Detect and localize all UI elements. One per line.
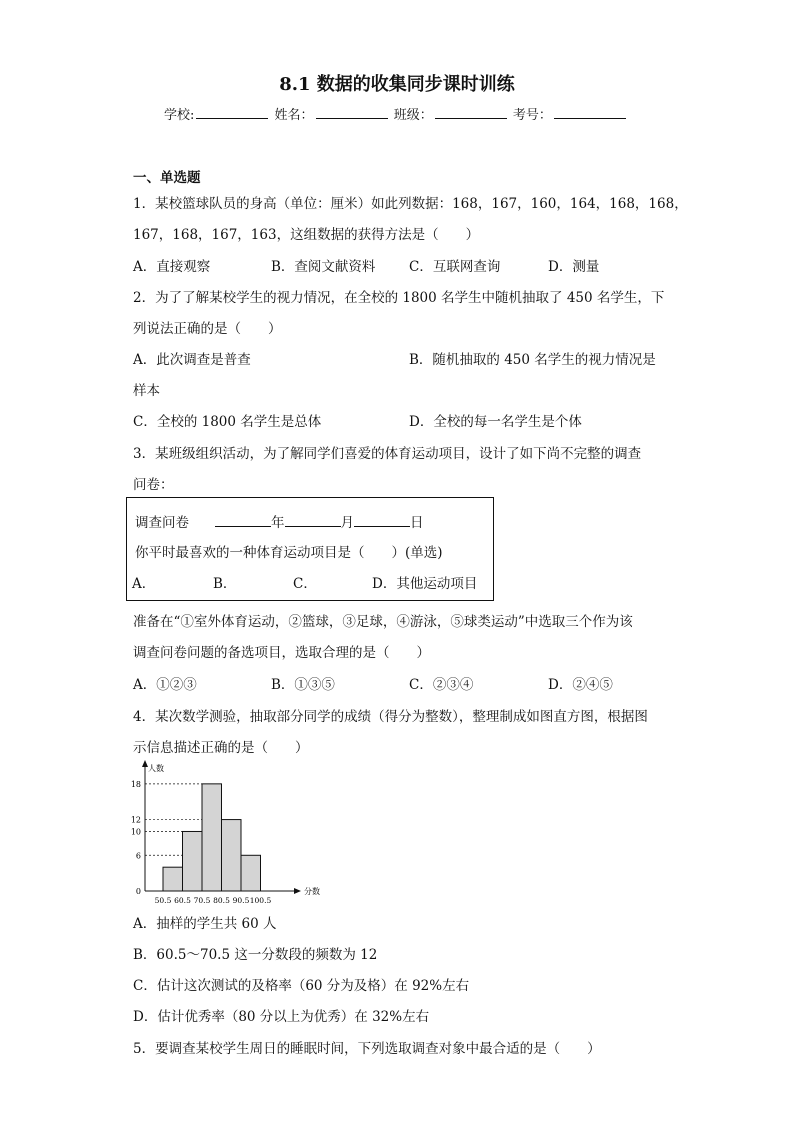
year-label: 年 bbox=[271, 515, 285, 531]
x-tick-label: 50.5 bbox=[154, 896, 172, 905]
q3-option-c: C．②③④ bbox=[409, 677, 474, 693]
survey-box bbox=[126, 497, 494, 601]
exam-label: 考号： bbox=[512, 108, 552, 123]
q4-option-b: B．60.5～70.5 这一分数段的频数为 12 bbox=[133, 947, 378, 963]
q3-stem-line1: 3．某班级组织活动，为了解同学们喜爱的体育运动项目，设计了如下尚不完整的调查 bbox=[133, 446, 642, 462]
q2-option-b-cont: 样本 bbox=[133, 383, 160, 399]
x-tick-label: 90.5 bbox=[232, 896, 250, 905]
month-label: 月 bbox=[340, 515, 354, 531]
q4-option-a: A．抽样的学生共 60 人 bbox=[133, 916, 277, 932]
school-label: 学校: bbox=[164, 108, 195, 123]
x-tick-label: 60.5 bbox=[174, 896, 191, 905]
y-tick-label: 10 bbox=[130, 827, 141, 837]
q4-option-d: D．估计优秀率（80 分以上为优秀）在 32%左右 bbox=[133, 1009, 430, 1025]
histogram-bar bbox=[222, 820, 242, 891]
month-blank[interactable] bbox=[285, 514, 341, 527]
class-blank[interactable] bbox=[435, 106, 507, 119]
survey-option-b: B． bbox=[213, 576, 237, 592]
q3-option-b: B．①③⑤ bbox=[271, 677, 335, 693]
survey-question: 你平时最喜欢的一种体育运动项目是（ ）(单选) bbox=[135, 545, 443, 561]
day-blank[interactable] bbox=[354, 514, 410, 527]
y-tick-label: 6 bbox=[135, 851, 141, 861]
x-tick-label: 80.5 bbox=[213, 896, 230, 905]
q3-stem-line2: 问卷： bbox=[133, 477, 174, 493]
section-title: 一、单选题 bbox=[133, 170, 201, 186]
q4-option-c: C．估计这次测试的及格率（60 分为及格）在 92%左右 bbox=[133, 978, 470, 994]
q1-stem-line1: 1．某校篮球队员的身高（单位：厘米）如此列数据：168，167，160，164，168，168， bbox=[133, 196, 688, 212]
histogram-bar bbox=[202, 784, 222, 891]
q2-option-d: D．全校的每一名学生是个体 bbox=[409, 414, 582, 430]
q3-stem-line4: 调查问卷问题的备选项目，选取合理的是（ ） bbox=[133, 645, 430, 661]
histogram-chart bbox=[126, 760, 336, 906]
q4-stem-line1: 4．某次数学测验，抽取部分同学的成绩（得分为整数），整理制成如图直方图，根据图 bbox=[133, 709, 648, 725]
x-axis-arrow bbox=[294, 888, 301, 894]
q1-stem-line2: 167，168，167，163，这组数据的获得方法是（ ） bbox=[133, 227, 480, 243]
exam-blank[interactable] bbox=[554, 106, 626, 119]
q2-stem-line2: 列说法正确的是（ ） bbox=[133, 321, 282, 337]
class-label: 班级： bbox=[393, 108, 433, 123]
survey-option-a: A． bbox=[132, 576, 156, 592]
page-title: 8.1 数据的收集同步课时训练 bbox=[279, 74, 515, 95]
survey-option-c: C． bbox=[293, 576, 317, 592]
histogram-bar bbox=[241, 855, 261, 891]
histogram-bar bbox=[163, 867, 183, 891]
day-label: 日 bbox=[410, 515, 424, 531]
q2-option-a: A．此次调查是普查 bbox=[133, 352, 251, 368]
q1-option-b: B．查阅文献资料 bbox=[271, 259, 376, 275]
survey-option-d: D．其他运动项目 bbox=[372, 576, 478, 592]
year-blank[interactable] bbox=[215, 514, 271, 527]
q5-stem-line1: 5．要调查某校学生周日的睡眠时间，下列选取调查对象中最合适的是（ ） bbox=[133, 1041, 601, 1057]
histogram-bar bbox=[183, 831, 203, 891]
name-label: 姓名： bbox=[274, 108, 314, 123]
y-tick-label: 0 bbox=[135, 887, 141, 896]
q3-stem-line3: 准备在“①室外体育运动，②篮球，③足球，④游泳，⑤球类运动”中选取三个作为该 bbox=[133, 614, 633, 630]
y-axis-label: 人数 bbox=[148, 764, 164, 773]
survey-title: 调查问卷 bbox=[135, 515, 189, 531]
y-tick-label: 12 bbox=[130, 815, 141, 825]
q2-option-b: B．随机抽取的 450 名学生的视力情况是 bbox=[409, 352, 656, 368]
q2-stem-line1: 2．为了了解某校学生的视力情况，在全校的 1800 名学生中随机抽取了 450 名学生，下 bbox=[133, 290, 665, 306]
q4-stem-line2: 示信息描述正确的是（ ） bbox=[133, 740, 309, 756]
q1-option-c: C．互联网查询 bbox=[409, 259, 501, 275]
x-tick-label: 100.5 bbox=[249, 896, 272, 905]
q3-option-d: D．②④⑤ bbox=[548, 677, 613, 693]
y-tick-label: 18 bbox=[130, 779, 141, 789]
q3-option-a: A．①②③ bbox=[133, 677, 197, 693]
survey-title-row bbox=[135, 511, 424, 531]
x-tick-label: 70.5 bbox=[193, 896, 211, 905]
student-info-line bbox=[164, 104, 628, 123]
school-blank[interactable] bbox=[196, 106, 268, 119]
x-axis-label: 分数 bbox=[304, 887, 320, 896]
q2-option-c: C．全校的 1800 名学生是总体 bbox=[133, 414, 322, 430]
q1-option-d: D．测量 bbox=[548, 259, 600, 275]
q1-option-a: A．直接观察 bbox=[133, 259, 211, 275]
name-blank[interactable] bbox=[316, 106, 388, 119]
